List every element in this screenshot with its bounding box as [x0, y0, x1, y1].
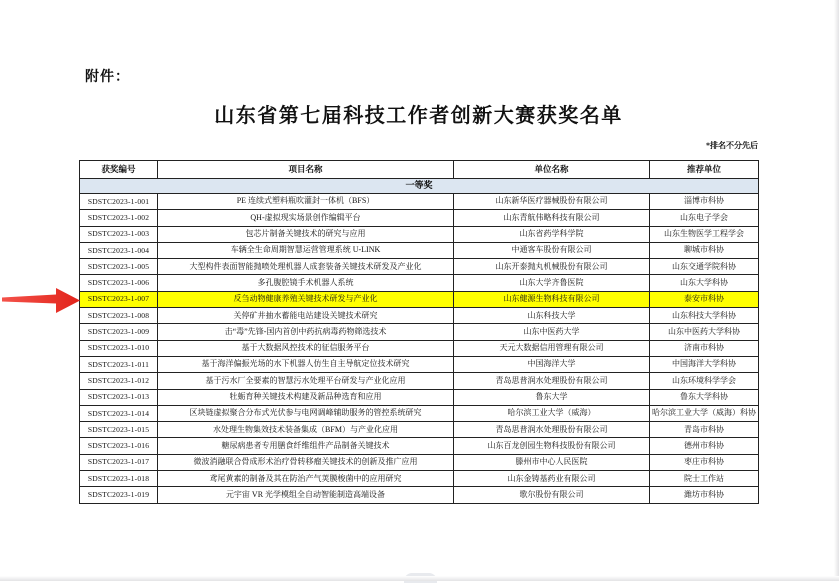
- cell-recommender: 德州市科协: [650, 438, 759, 454]
- cell-org-name: 青岛思普润水处理股份有限公司: [454, 373, 650, 389]
- cell-org-name: 哈尔滨工业大学（威海）: [454, 405, 650, 421]
- table-row: [80, 422, 759, 438]
- cell-recommender: 青岛市科协: [650, 422, 759, 438]
- awards-table-body: [80, 179, 759, 504]
- cell-project-name: 微波消融联合骨成形术治疗骨转移瘤关键技术的创新及推广应用: [158, 454, 454, 470]
- table-row: [80, 405, 759, 421]
- cell-award-code: SDSTC2023-1-002: [80, 210, 158, 226]
- cell-org-name: 山东金铸基药业有限公司: [454, 471, 650, 487]
- red-arrow-icon: [1, 287, 81, 314]
- table-row: [80, 291, 759, 307]
- cell-org-name: 山东健源生物科技有限公司: [454, 291, 650, 307]
- cell-award-code: SDSTC2023-1-008: [80, 308, 158, 324]
- cell-org-name: 山东大学齐鲁医院: [454, 275, 650, 291]
- cell-award-code: SDSTC2023-1-014: [80, 405, 158, 421]
- cell-org-name: 山东青航伟略科技有限公司: [454, 210, 650, 226]
- table-row: [80, 259, 759, 275]
- cell-award-code: SDSTC2023-1-013: [80, 389, 158, 405]
- cell-award-code: SDSTC2023-1-019: [80, 487, 158, 503]
- prize-section-label: 一等奖: [80, 179, 759, 194]
- cell-project-name: 糖尿病患者专用膳食纤维组件产品制备关键技术: [158, 438, 454, 454]
- page-edge-shadow-bottom: [0, 576, 839, 581]
- cell-project-name: 多孔腹腔镜手术机器人系统: [158, 275, 454, 291]
- cell-project-name: 大型构件表面智能抛喷处理机器人成套装备关键技术研发及产业化: [158, 259, 454, 275]
- cell-project-name: 关停矿井抽水蓄能电站建设关键技术研究: [158, 308, 454, 324]
- cell-recommender: 山东科技大学科协: [650, 308, 759, 324]
- cell-org-name: 山东新华医疗器械股份有限公司: [454, 194, 650, 210]
- cell-recommender: 山东电子学会: [650, 210, 759, 226]
- cell-award-code: SDSTC2023-1-004: [80, 242, 158, 258]
- prize-section-row: [80, 179, 759, 194]
- cell-org-name: 中通客车股份有限公司: [454, 242, 650, 258]
- column-header-org-name: 单位名称: [454, 161, 650, 179]
- cell-org-name: 天元大数据信用管理有限公司: [454, 340, 650, 356]
- cell-project-name: 元宇宙 VR 光学模组全自动智能制造高端设备: [158, 487, 454, 503]
- table-row: [80, 308, 759, 324]
- cell-project-name: 基于海洋偏振光场的水下机器人仿生自主导航定位技术研究: [158, 356, 454, 372]
- cell-project-name: 牡蛎育种关键技术构建及新品种选育和应用: [158, 389, 454, 405]
- cell-project-name: QH-虚拟现实场景创作编辑平台: [158, 210, 454, 226]
- column-header-recommender: 推荐单位: [650, 161, 759, 179]
- table-row: [80, 226, 759, 242]
- table-row: [80, 340, 759, 356]
- cell-award-code: SDSTC2023-1-005: [80, 259, 158, 275]
- cell-award-code: SDSTC2023-1-017: [80, 454, 158, 470]
- table-row: [80, 324, 759, 340]
- cell-award-code: SDSTC2023-1-015: [80, 422, 158, 438]
- cell-org-name: 中国海洋大学: [454, 356, 650, 372]
- cell-award-code: SDSTC2023-1-016: [80, 438, 158, 454]
- page-title: 山东省第七届科技工作者创新大赛获奖名单: [214, 105, 623, 127]
- cell-recommender: 院士工作站: [650, 471, 759, 487]
- table-row: [80, 454, 759, 470]
- table-row: [80, 194, 759, 210]
- page-edge-shadow-right: [834, 0, 839, 581]
- cell-org-name: 鲁东大学: [454, 389, 650, 405]
- table-row: [80, 487, 759, 503]
- cell-org-name: 山东百龙创园生物科技股份有限公司: [454, 438, 650, 454]
- attachment-label: 附件：: [85, 70, 130, 85]
- cell-recommender: 济南市科协: [650, 340, 759, 356]
- cell-award-code: SDSTC2023-1-012: [80, 373, 158, 389]
- cell-award-code: SDSTC2023-1-018: [80, 471, 158, 487]
- cell-org-name: 山东中医药大学: [454, 324, 650, 340]
- cell-recommender: 鲁东大学科协: [650, 389, 759, 405]
- table-row: [80, 242, 759, 258]
- cell-recommender: 淄博市科协: [650, 194, 759, 210]
- table-row: [80, 471, 759, 487]
- cell-org-name: 山东科技大学: [454, 308, 650, 324]
- cell-project-name: PE 连续式塑料瓶吹灌封一体机（BFS）: [158, 194, 454, 210]
- table-row: [80, 356, 759, 372]
- cell-recommender: 山东中医药大学科协: [650, 324, 759, 340]
- cell-recommender: 山东生物医学工程学会: [650, 226, 759, 242]
- cell-project-name: 鸢尾黄素的制备及其在防治产气荚膜梭菌中的应用研究: [158, 471, 454, 487]
- awards-table: [79, 160, 759, 504]
- cell-recommender: 泰安市科协: [650, 291, 759, 307]
- cell-award-code: SDSTC2023-1-001: [80, 194, 158, 210]
- table-row: [80, 210, 759, 226]
- cell-project-name: 区块链虚拟聚合分布式光伏参与电网调峰辅助服务的管控系统研究: [158, 405, 454, 421]
- cell-project-name: 击“毒”先锋-国内首创中药抗病毒药物筛选技术: [158, 324, 454, 340]
- cell-project-name: 反刍动物健康养殖关键技术研发与产业化: [158, 291, 454, 307]
- cell-recommender: 哈尔滨工业大学（威海）科协: [650, 405, 759, 421]
- cell-project-name: 基于大数据风控技术的征信服务平台: [158, 340, 454, 356]
- cell-org-name: 歌尔股份有限公司: [454, 487, 650, 503]
- cell-award-code: SDSTC2023-1-003: [80, 226, 158, 242]
- cell-project-name: 包芯片制备关键技术的研究与应用: [158, 226, 454, 242]
- cell-org-name: 青岛思普润水处理股份有限公司: [454, 422, 650, 438]
- table-row: [80, 389, 759, 405]
- table-row: [80, 275, 759, 291]
- cell-recommender: 山东交通学院科协: [650, 259, 759, 275]
- cell-recommender: 潍坊市科协: [650, 487, 759, 503]
- column-header-award-code: 获奖编号: [80, 161, 158, 179]
- cell-project-name: 车辆全生命周期智慧运营管理系统 U-LINK: [158, 242, 454, 258]
- cell-org-name: 滕州市中心人民医院: [454, 454, 650, 470]
- cell-award-code: SDSTC2023-1-010: [80, 340, 158, 356]
- cell-recommender: 中国海洋大学科协: [650, 356, 759, 372]
- cell-award-code: SDSTC2023-1-006: [80, 275, 158, 291]
- column-header-project-name: 项目名称: [158, 161, 454, 179]
- cell-award-code: SDSTC2023-1-011: [80, 356, 158, 372]
- cell-project-name: 基于污水厂全要素的智慧污水处理平台研发与产业化应用: [158, 373, 454, 389]
- cell-recommender: 山东大学科协: [650, 275, 759, 291]
- table-row: [80, 438, 759, 454]
- table-row: [80, 373, 759, 389]
- cell-org-name: 山东开泰抛丸机械股份有限公司: [454, 259, 650, 275]
- cell-project-name: 水处理生物集效技术装备集成（BFM）与产业化应用: [158, 422, 454, 438]
- cell-recommender: 聊城市科协: [650, 242, 759, 258]
- ranking-note: *排名不分先后: [706, 141, 758, 150]
- table-header-row: [80, 161, 759, 179]
- cell-award-code: SDSTC2023-1-009: [80, 324, 158, 340]
- cell-org-name: 山东省药学科学院: [454, 226, 650, 242]
- cell-recommender: 山东环境科学学会: [650, 373, 759, 389]
- cell-award-code: SDSTC2023-1-007: [80, 291, 158, 307]
- cell-recommender: 枣庄市科协: [650, 454, 759, 470]
